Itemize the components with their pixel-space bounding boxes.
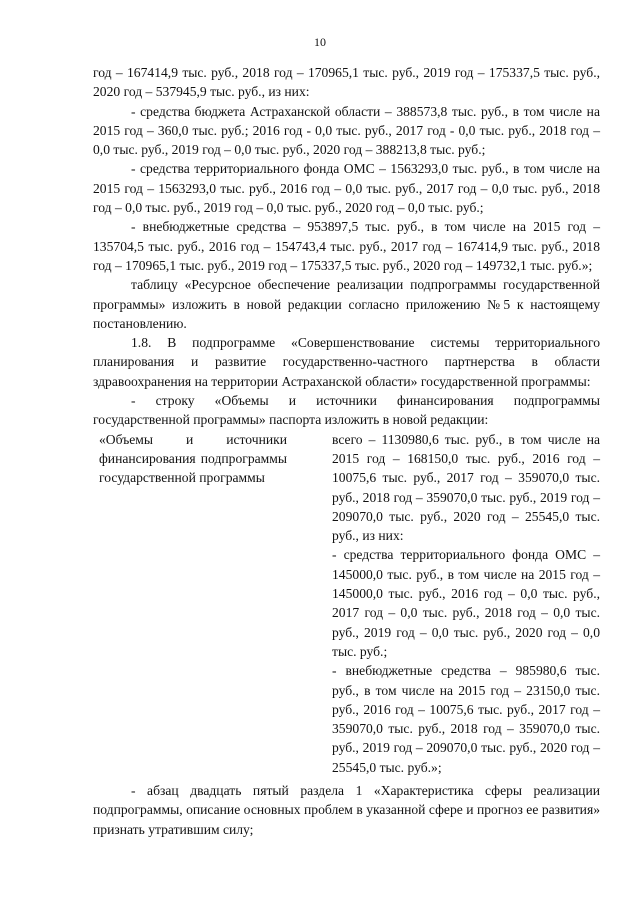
paragraph: - средства территориального фонда ОМС – 1563293,0 тыс. руб., в том числе на 2015 год – 1563293,0 тыс. руб., 2016 год – 0,0 тыс. руб., 2017 год – 0,0 тыс. руб., 2018 год – 0,0 тыс. руб., 2019 год – 0,0 тыс. руб., 2020 год – 0,0 тыс. руб.; bbox=[93, 161, 600, 216]
paragraph: - строку «Объемы и источники финансирования подпрограммы государственной программы» паспорта изложить в новой редакции: bbox=[93, 393, 600, 428]
passport-table bbox=[93, 430, 600, 777]
table-value-paragraph: - внебюджетные средства – 985980,6 тыс. руб., в том числе на 2015 год – 23150,0 тыс. руб., 2016 год – 10075,6 тыс. руб., 2017 год – 359070,0 тыс. руб., 2018 год – 359070,0 тыс. руб., 2019 год – 209070,0 тыс. руб., 2020 год – 25545,0 тыс. руб.»; bbox=[332, 663, 600, 775]
paragraph: год – 167414,9 тыс. руб., 2018 год – 170965,1 тыс. руб., 2019 год – 175337,5 тыс. руб., 2020 год – 537945,9 тыс. руб., из них: bbox=[93, 65, 600, 100]
paragraph: 1.8. В подпрограмме «Совершенствование системы территориального планирования и развитие государственно-частного партнерства в области здравоохранения на территории Астраханской области» государственной программы: bbox=[93, 335, 600, 389]
page-number: 10 bbox=[314, 35, 326, 49]
bottom-paragraphs bbox=[93, 781, 600, 839]
paragraph: - внебюджетные средства – 953897,5 тыс. руб., в том числе на 2015 год – 135704,5 тыс. руб., 2016 год – 154743,4 тыс. руб., 2017 год – 167414,9 тыс. руб., 2018 год – 170965,1 тыс. руб., 2019 год – 175337,5 тыс. руб., 2020 год – 149732,1 тыс. руб.»; bbox=[93, 219, 600, 273]
document-body bbox=[93, 63, 600, 839]
paragraph: - абзац двадцать пятый раздела 1 «Характеристика сферы реализации подпрограммы, описание основных проблем в указанной сфере и прогноз ее развития» признать утратившим силу; bbox=[93, 782, 600, 837]
table-label-cell: «Объемы и источники финансирования подпрограммы государственной программы bbox=[99, 431, 287, 486]
table-value-cell bbox=[332, 430, 600, 777]
top-paragraphs bbox=[93, 63, 600, 430]
paragraph: таблицу «Ресурсное обеспечение реализации подпрограммы государственной программы» изложить в новой редакции согласно приложению №5 к настоящему постановлению. bbox=[93, 277, 600, 331]
table-value-paragraph: - средства территориального фонда ОМС – 145000,0 тыс. руб., в том числе на 2015 год – 145000,0 тыс. руб., 2016 год – 0,0 тыс. руб., 2017 год – 0,0 тыс. руб., 2018 год – 0,0 тыс. руб., 2019 год – 0,0 тыс. руб., 2020 год – 0,0 тыс. руб.; bbox=[332, 547, 600, 659]
paragraph: - средства бюджета Астраханской области – 388573,8 тыс. руб., в том числе на 2015 год – 360,0 тыс. руб.; 2016 год - 0,0 тыс. руб., 2017 год - 0,0 тыс. руб., 2018 год – 0,0 тыс. руб., 2019 год – 0,0 тыс. руб., 2020 год – 388213,8 тыс. руб.; bbox=[93, 103, 600, 158]
table-value-paragraph: всего – 1130980,6 тыс. руб., в том числе на 2015 год – 168150,0 тыс. руб., 2016 год – 10075,6 тыс. руб., 2017 год – 359070,0 тыс. руб., 2018 год – 359070,0 тыс. руб., 2019 год – 209070,0 тыс. руб., 2020 год – 25545,0 тыс. руб., из них: bbox=[332, 431, 600, 544]
